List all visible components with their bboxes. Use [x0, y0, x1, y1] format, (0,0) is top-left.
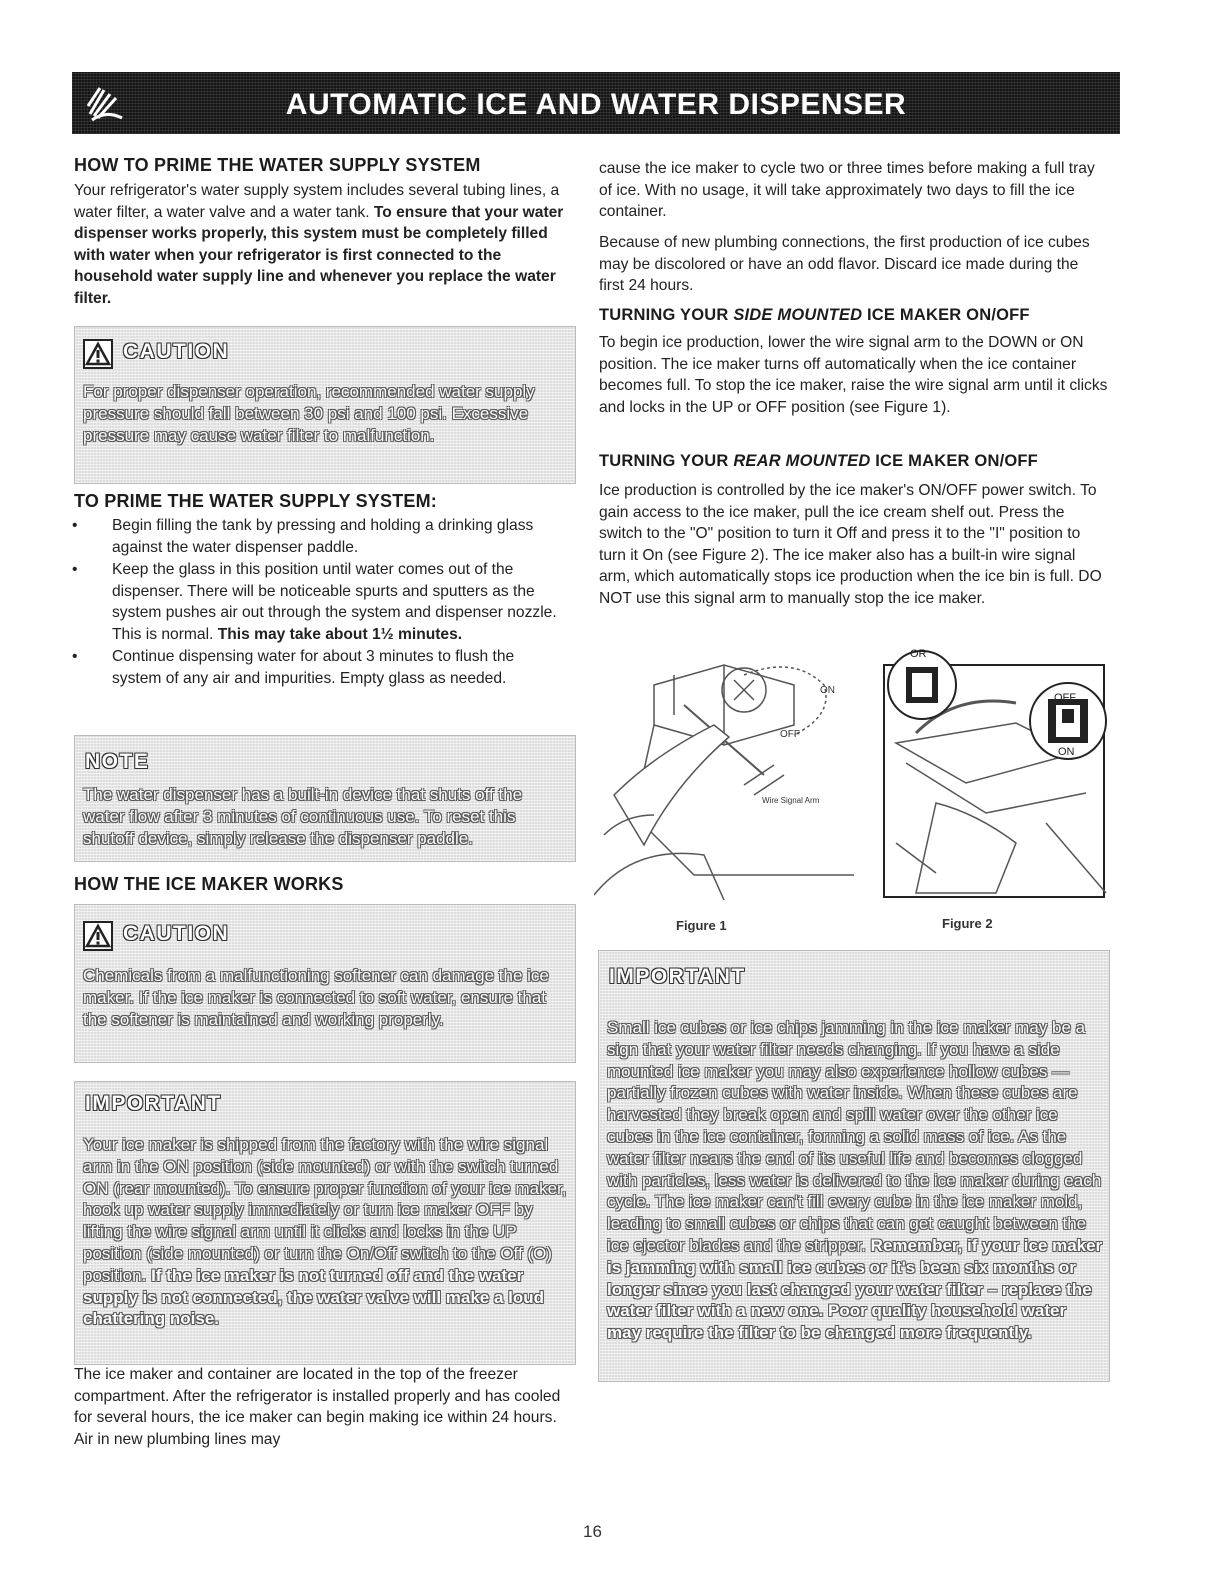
caution-text: Chemicals from a malfunctioning softener can damage the ice maker. If the ice maker is connected to soft water, ensure that the softener is maintained and working properly. — [83, 966, 549, 1029]
note-box — [74, 735, 576, 862]
section-banner — [72, 72, 1120, 134]
rear-text: Ice production is controlled by the ice maker's ON/OFF power switch. To gain access to the ice maker, pull the ice cream shelf out. Press the switch to the "O" position to turn it Off and press it to the "I" position to turn it On (see Figure 2). The ice maker also has a built-in wire signal arm, which automatically stops ice production when the ice bin is full. DO NOT use this signal arm to manually stop the ice maker. — [599, 482, 1102, 607]
warning-icon — [83, 339, 113, 369]
rear-heading: TURNING YOUR REAR MOUNTED ICE MAKER ON/OFF — [599, 452, 1038, 470]
works-heading: HOW THE ICE MAKER WORKS — [74, 874, 344, 894]
caution-title: CAUTION — [123, 340, 230, 364]
plumbing-text: Because of new plumbing connections, the first production of ice cubes may be discolored or have an odd flavor. Discard ice made during the first 24 hours. — [599, 234, 1090, 294]
works-text: The ice maker and container are located in the top of the freezer compartment. After the refrigerator is installed properly and has cooled for several hours, the ice maker can begin making ice within 24 hours. Air in new plumbing lines may — [74, 1366, 561, 1448]
important-box-filter — [598, 950, 1110, 1382]
figure-2-caption: Figure 2 — [942, 916, 993, 931]
caution-box-softener — [74, 904, 576, 1063]
important-text: Small ice cubes or ice chips jamming in the ice maker may be a sign that your water filter needs changing. If you have a side mounted ice maker you may also experience hollow cubes — partially frozen cubes with water inside. When these cubes are harvested they break open and spill water over the other ice cubes in the ice container, forming a solid mass of ice. As the water filter nears the end of its useful life and becomes clogged with particles, less water is delivered to the ice maker during each cycle. The ice maker can't fill every cube in the ice maker mold, leading to small cubes or chips that can get caught between the ice ejector blades and the stripper. Remember, if your ice maker is jamming with small ice cubes or it's been six months or longer since you last changed your water filter – replace the water filter with a new one. Poor quality household water may require the filter to be changed more frequently. — [607, 1018, 1103, 1343]
prime-intro-text: Your refrigerator's water supply system includes several tubing lines, a water filter, a water valve and a water tank. — [74, 182, 560, 221]
step-item: • Begin filling the tank by pressing and holding a drinking glass against the water dispenser paddle. — [72, 515, 562, 558]
important-text: Your ice maker is shipped from the factory with the wire signal arm in the ON position (side mounted) or with the switch turned ON (rear mounted). To ensure proper function of your ice maker, hook up water supply immediately or turn ice maker OFF by lifting the wire signal arm until it clicks and locks in the UP position (side mounted) or turn the On/Off switch to the Off (O) position. If the ice maker is not turned off and the water supply is not connected, the water valve will make a loud chattering noise. — [83, 1135, 567, 1329]
page-number: 16 — [583, 1522, 602, 1541]
note-text: The water dispenser has a built-in device that shuts off the water flow after 3 minutes of continuous use. To reset this shutoff device, simply release the dispenser paddle. — [83, 785, 523, 848]
warning-icon — [83, 921, 113, 951]
side-text: To begin ice production, lower the wire signal arm to the DOWN or ON position. The ice maker turns off automatically when the ice container becomes full. To stop the ice maker, raise the wire signal arm until it clicks and locks in the UP or OFF position (see Figure 1). — [599, 334, 1108, 416]
figure-1-arm-label: Wire Signal Arm — [762, 796, 820, 805]
prime-heading: HOW TO PRIME THE WATER SUPPLY SYSTEM — [74, 155, 481, 175]
figure-1-off-label: OFF — [780, 729, 800, 740]
figure-2-illustration — [876, 643, 1112, 899]
figure-1-on-label: ON — [820, 685, 835, 696]
caution-header — [83, 339, 229, 369]
caution-text: For proper dispenser operation, recommended water supply pressure should fall between 30 psi and 100 psi. Excessive pressure may cause water filter to malfunction. — [83, 382, 535, 445]
banner-title: AUTOMATIC ICE AND WATER DISPENSER — [285, 88, 907, 121]
important-box-shipping — [74, 1081, 576, 1365]
step-item: • Continue dispensing water for about 3 minutes to flush the system of any air and impurities. Empty glass as needed. — [72, 646, 562, 689]
figure-2-on-label: ON — [1058, 746, 1075, 758]
caution-title: CAUTION — [123, 922, 230, 946]
caution-header — [83, 921, 229, 951]
figure-1-caption: Figure 1 — [676, 918, 727, 933]
figure-2-or-label: OR — [910, 648, 927, 660]
cont-text: cause the ice maker to cycle two or three times before making a full tray of ice. With no usage, it will take approximately two days to fill the ice container. — [599, 160, 1095, 220]
prime-intro — [74, 180, 574, 309]
steps-heading: TO PRIME THE WATER SUPPLY SYSTEM: — [74, 491, 437, 511]
important-title: IMPORTANT — [85, 1092, 222, 1115]
prime-intro-bold: To ensure that your water dispenser works properly, this system must be completely filled with water when your refrigerator is first connected to the household water supply line and whenever you replace the water filter. — [74, 203, 564, 307]
figure-1-illustration — [594, 645, 856, 900]
important-title: IMPORTANT — [609, 965, 746, 988]
caution-box-pressure — [74, 326, 576, 484]
side-heading: TURNING YOUR SIDE MOUNTED ICE MAKER ON/OFF — [599, 306, 1030, 324]
figure-2-off-label: OFF — [1054, 692, 1076, 704]
note-title: NOTE — [85, 750, 150, 773]
steps-list — [72, 515, 562, 690]
step-item: • Keep the glass in this position until water comes out of the dispenser. There will be noticeable spurts and sputters as the system pushes air out through the system and dispenser nozzle. This is normal. This may take about 1½ minutes. — [72, 559, 562, 645]
